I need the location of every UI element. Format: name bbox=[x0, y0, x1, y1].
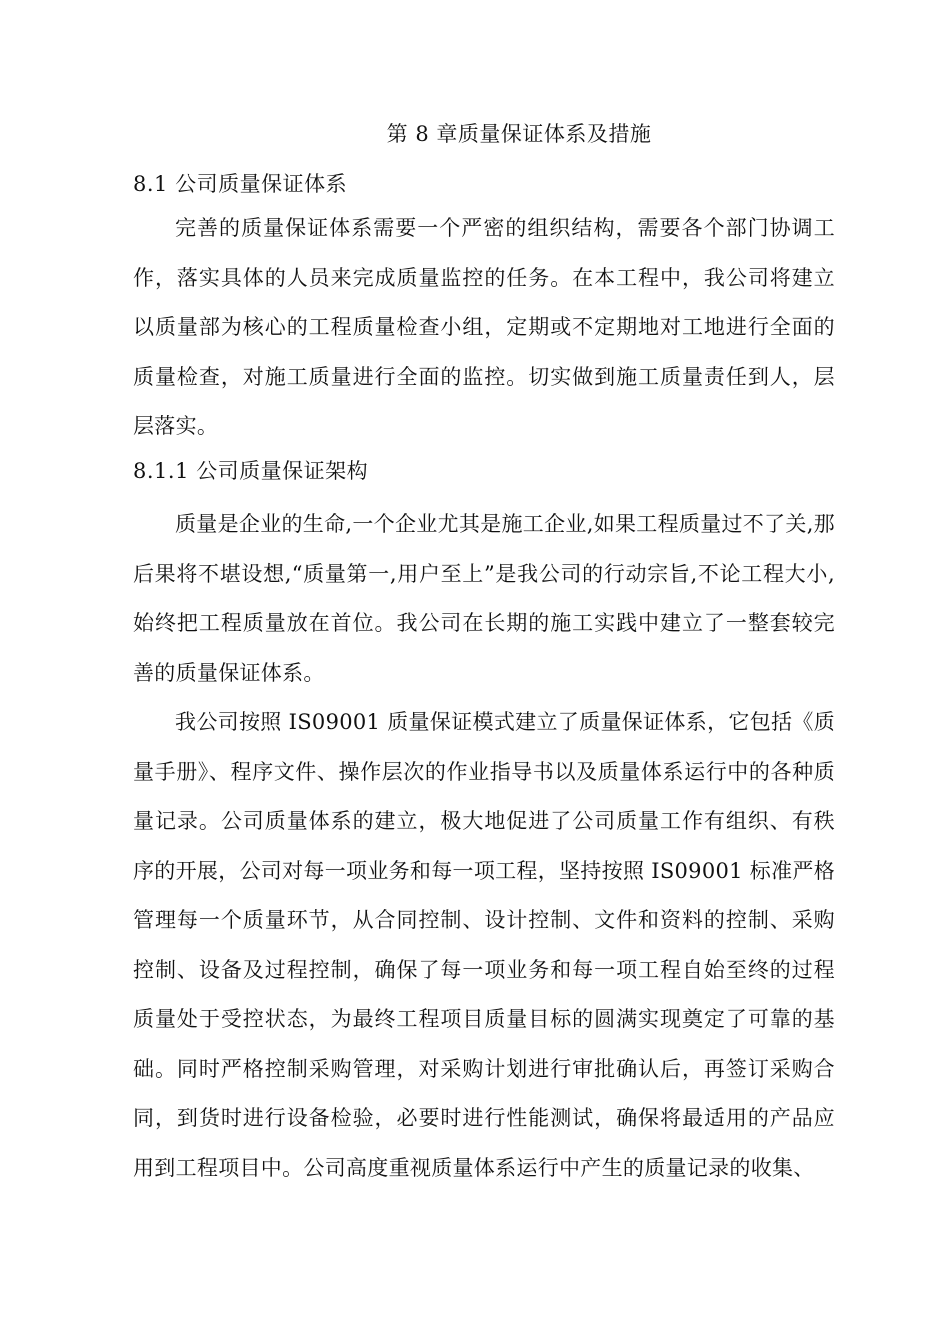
chapter-title: 第 8 章质量保证体系及措施 bbox=[386, 122, 652, 146]
section-8-1-paragraph: 完善的质量保证体系需要一个严密的组织结构，需要各个部门协调工作，落实具体的人员来完成质量监控的任务。在本工程中，我公司将建立以质量部为核心的工程质量检查小组，定期或不定期地对工地进行全面的质量检查，对施工质量进行全面的监控。切实做到施工质量责任到人，层层落实。 bbox=[133, 216, 835, 438]
section-8-1-1-paragraph-1: 质量是企业的生命,一个企业尤其是施工企业,如果工程质量过不了关,那后果将不堪设想,“质量第一,用户至上”是我公司的行动宗旨,不论工程大小,始终把工程质量放在首位。我公司在长期的施工实践中建立了一整套较完善的质量保证体系。 bbox=[133, 512, 835, 685]
section-8-1-1-paragraph-2: 我公司按照 IS09001 质量保证模式建立了质量保证体系，它包括《质量手册》、程序文件、操作层次的作业指导书以及质量体系运行中的各种质量记录。公司质量体系的建立，极大地促进了公司质量工作有组织、有秩序的开展，公司对每一项业务和每一项工程，坚持按照 IS09001 标准严格管理每一个质量环节，从合同控制、设计控制、文件和资料的控制、采购控制、设备及过程控制，确保了每一项业务和每一项工程自始至终的过程质量处于受控状态，为最终工程项目质量目标的圆满实现奠定了可靠的基础。同时严格控制采购管理，对采购计划进行审批确认后，再签订采购合同，到货时进行设备检验，必要时进行性能测试，确保将最适用的产品应用到工程项目中。公司高度重视质量体系运行中产生的质量记录的收集、 bbox=[133, 710, 835, 1180]
section-heading-8-1: 8.1 公司质量保证体系 bbox=[133, 172, 348, 196]
section-heading-8-1-1: 8.1.1 公司质量保证架构 bbox=[133, 459, 369, 483]
